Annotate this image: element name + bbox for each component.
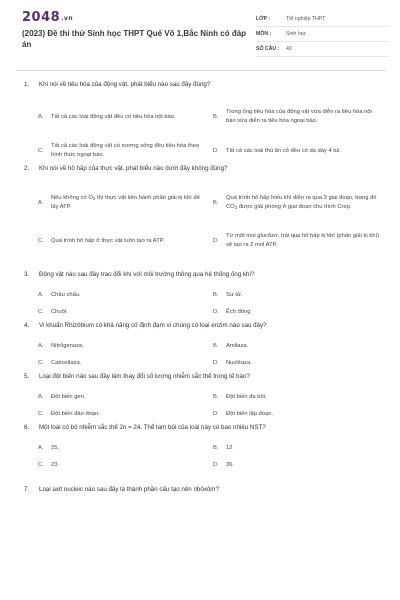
option-text: Từ một mol glucôzơ, trải qua hô hấp kị khí (phân giải kị khí) sẽ tạo ra 2 mol ATP. [226,233,379,248]
option-letter: C. [38,461,44,468]
question-5 [0,372,400,423]
question-text: Vi khuẩn Rhizôbium có khả năng cố định đạm vì chúng có loại enzim nào sau đây? [39,322,267,329]
page-header [0,0,400,62]
option-letter: C. [38,237,44,244]
meta-row-class [256,12,388,27]
question-4 [0,321,400,372]
question-text: Loại đột biến nào sau đây làm thay đổi số lượng nhiễm sắc thể trong tế bào? [39,373,250,380]
option-a[interactable] [38,97,205,137]
option-b[interactable] [213,438,380,458]
question-number: 7. [24,486,30,493]
question-stem [0,485,400,494]
option-text: Trong ống tiêu hóa của động vật vừa diễn ra tiêu hóa nội bào vừa diễn ra tiêu hóa ngoại bào. [226,109,372,124]
question-stem [0,372,400,381]
option-letter: C. [38,359,44,366]
meta-value: Tốt nghiệp THPT [286,16,326,22]
option-text [51,194,205,212]
options [0,438,400,472]
option-letter: B. [213,444,219,451]
option-c[interactable] [38,407,205,421]
header-divider [16,70,386,71]
option-letter: D. [213,359,219,366]
option-b[interactable] [213,336,380,356]
question-2 [0,164,400,270]
option-d[interactable] [213,458,380,472]
options [0,285,400,319]
question-text: Khi nói về tiêu hóa của động vật, phát biểu nào sau đây đúng? [39,81,211,88]
options [0,183,400,259]
option-d[interactable] [213,305,380,319]
option-letter: B. [213,113,219,120]
subscript: 2 [234,205,238,210]
option-text: Tất cả các loài thú ăn cỏ đều có dạ dày 4 túi. [226,147,342,154]
option-text: Ếch đồng [226,308,251,315]
option-d[interactable] [213,137,380,165]
question-number: 4. [24,322,30,329]
logo-suffix: .vn [61,15,74,22]
question-list [0,80,400,505]
option-b[interactable] [213,97,380,137]
option-a[interactable] [38,387,205,407]
question-stem [0,321,400,330]
option-text: Đột biến đa bội. [226,393,267,400]
meta-key: MÔN : [256,31,272,37]
option-letter: A. [38,444,44,451]
option-text: Chuột [51,308,67,315]
option-text: Sư tử. [226,291,243,298]
option-text: 12 [226,444,233,451]
option-c[interactable] [38,356,205,370]
option-letter: A. [38,342,44,349]
option-c[interactable] [38,305,205,319]
option-text: Amilaza. [226,342,249,349]
option-text-part: thì thực vật tiến hành phân giải kị khí để lấy ATP. [51,195,200,210]
option-letter: C. [38,308,44,315]
option-a[interactable] [38,336,205,356]
option-letter: A. [38,291,44,298]
option-letter: B. [213,291,219,298]
meta-row-count [256,42,388,57]
option-letter: D. [213,147,219,154]
option-text: Tất cả các loài động vật có xương sống đều tiêu hóa theo hình thức ngoại bào. [51,143,200,158]
option-b[interactable] [213,285,380,305]
option-letter: C. [38,410,44,417]
option-text: Châu chấu. [51,291,81,298]
options [0,387,400,421]
question-stem [0,80,400,89]
question-text: Động vật nào sau đây trao đổi khí với môi trường thông qua hệ thống ống khí? [39,271,255,278]
option-text: Đột biến đảo đoạn. [51,410,100,417]
question-stem [0,164,400,173]
option-letter: D. [213,308,219,315]
option-a[interactable] [38,285,205,305]
question-text: Loại axit nucleic nào sau đây là thành phần cấu tạo nên ribôxôm? [39,486,219,493]
question-stem [0,270,400,279]
exam-title: (2023) Đề thi thử Sinh học THPT Quế Võ 1,Bắc Ninh có đáp án [22,29,247,49]
option-text: 23. [51,461,60,468]
option-text: Nitrôgenaza. [51,342,84,349]
question-number: 5. [24,373,30,380]
option-a[interactable] [38,438,205,458]
option-c[interactable] [38,458,205,472]
meta-key: SỐ CÂU : [256,46,280,52]
options [0,336,400,370]
question-3 [0,270,400,321]
option-letter: A. [38,113,44,120]
subscript: 2 [92,196,96,201]
option-letter: B. [213,199,219,206]
option-letter: D. [213,461,219,468]
option-b[interactable] [213,183,380,223]
question-number: 1. [24,81,30,88]
question-number: 3. [24,271,30,278]
meta-value: 40 [286,46,292,52]
option-letter: D. [213,410,219,417]
question-number: 2. [24,165,30,172]
option-text-part: được giải phóng ở giai đoạn chu trình Crep. [237,204,352,210]
option-letter: B. [213,393,219,400]
option-b[interactable] [213,387,380,407]
question-stem [0,423,400,432]
logo-text: 2048 [22,10,61,25]
option-d[interactable] [213,407,380,421]
option-letter: C. [38,147,44,154]
options [0,97,400,165]
option-text-part: Nếu không có O [51,195,93,201]
exam-meta [256,12,388,57]
question-1 [0,80,400,164]
option-text: Nuclêaza. [226,359,252,366]
option-text-part: Quá trình hô hấp hiếu khí diễn ra qua 3 giai đoạn, trong đó CO [226,195,377,210]
meta-value: Sinh học [286,31,307,37]
question-6 [0,423,400,485]
question-7 [0,485,400,505]
option-text: Caboxilaza. [51,359,82,366]
option-text: Đột biến gen. [51,393,86,400]
option-text [226,194,380,212]
meta-row-subject [256,27,388,42]
option-letter: B. [213,342,219,349]
option-text: Đột biến lặp đoạn. [226,410,274,417]
option-c[interactable] [38,137,205,165]
option-text: 36. [226,461,235,468]
question-text: Một loài có bộ nhiễm sắc thể 2n = 24. Thể tam bội của loài này có bao nhiêu NST? [39,424,266,431]
question-number: 6. [24,424,30,431]
option-letter: A. [38,393,44,400]
question-text: Khi nói về hô hấp của thực vật, phát biểu nào dưới đây không đúng? [39,165,228,172]
option-letter: A. [38,199,44,206]
option-c[interactable] [38,223,205,259]
option-d[interactable] [213,356,380,370]
option-d[interactable] [213,223,380,259]
option-text: 25. [51,444,60,451]
meta-key: LỚP : [256,16,271,22]
option-letter: D. [213,237,219,244]
option-text: Quá trình hô hấp ở thực vật luôn tạo ra ATP. [51,237,165,244]
option-text: Tất cả các loài động vật đều có tiêu hóa nội bào. [51,113,176,120]
option-a[interactable] [38,183,205,223]
